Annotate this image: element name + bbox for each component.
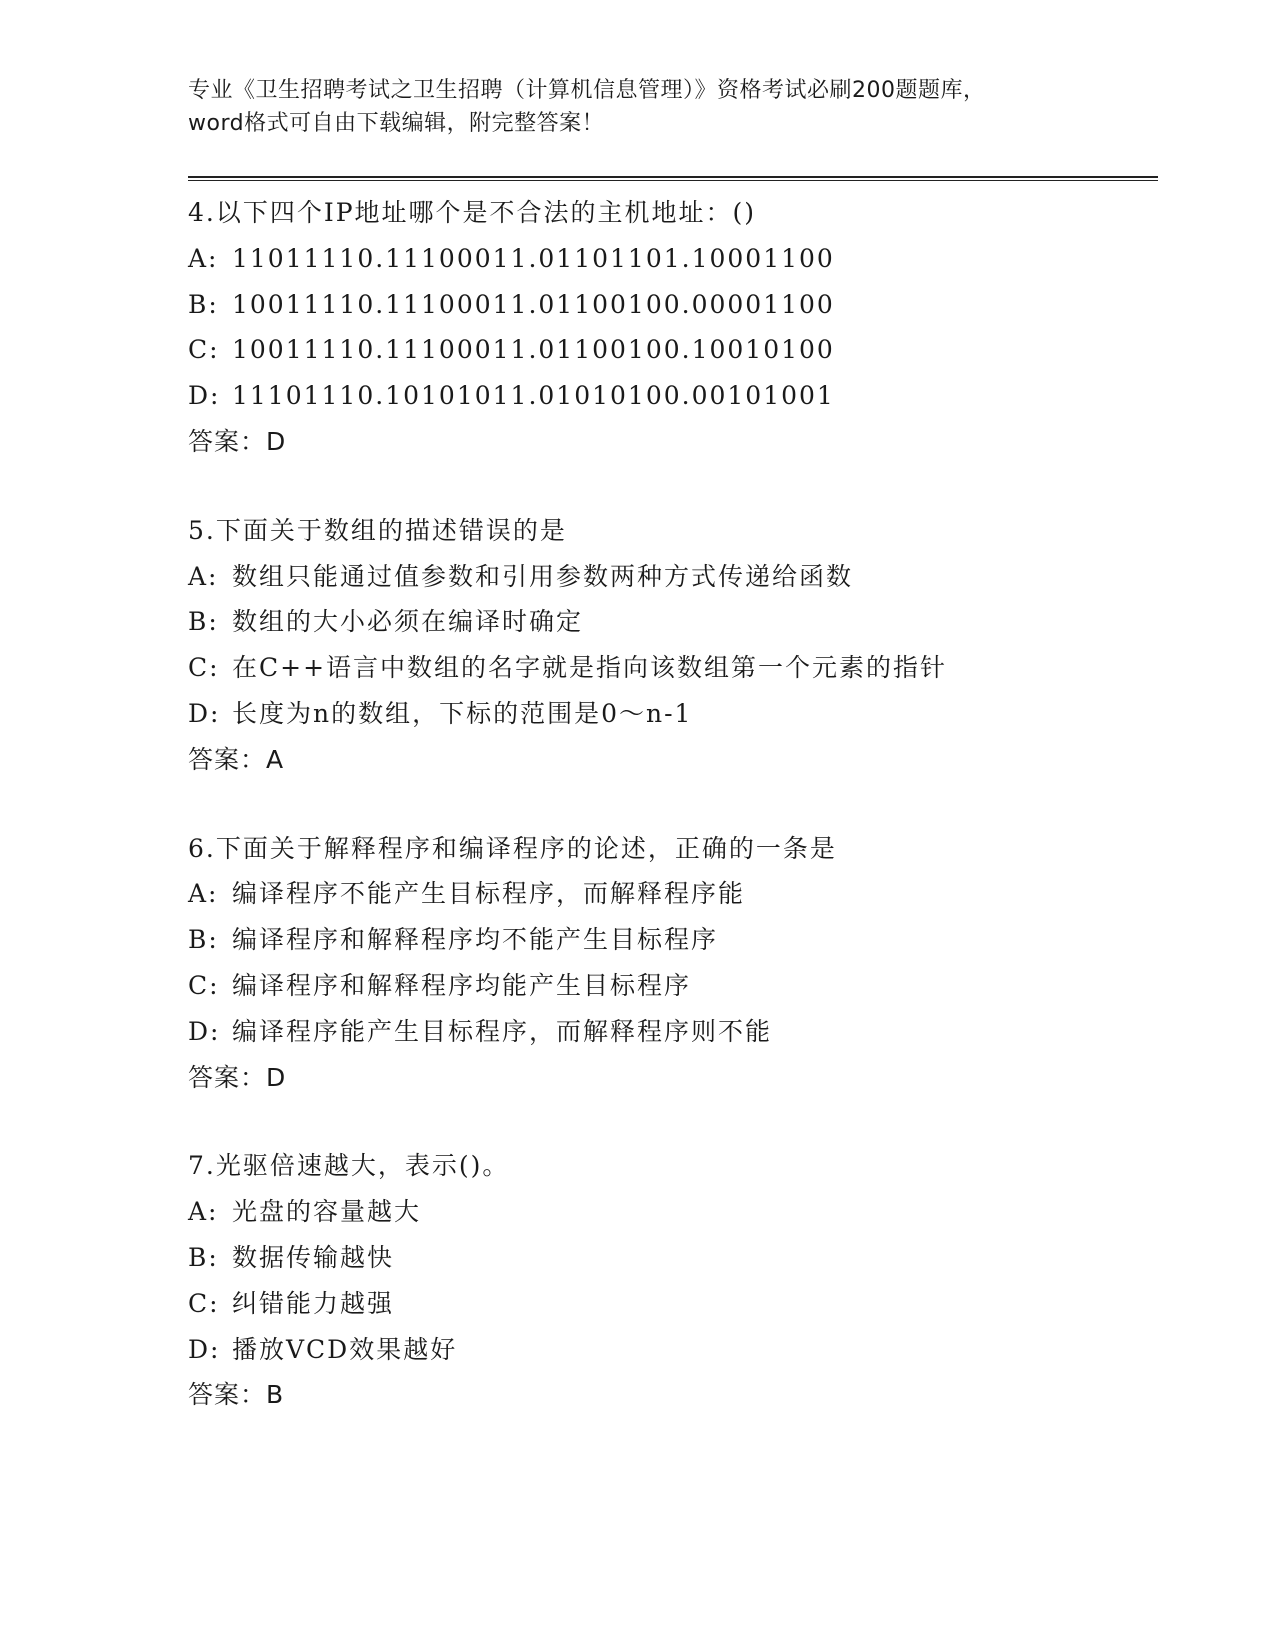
option-text: 数组的大小必须在编译时确定: [232, 607, 584, 637]
option-text: 编译程序能产生目标程序，而解释程序则不能: [232, 1016, 773, 1046]
option-text: 在C++语言中数组的名字就是指向该数组第一个元素的指针: [232, 653, 948, 683]
question-stem: 4.以下四个IP地址哪个是不合法的主机地址：(): [188, 198, 757, 227]
option-text: 数据传输越快: [232, 1242, 395, 1272]
option-b: [188, 917, 1188, 963]
option-text: 编译程序和解释程序均不能产生目标程序: [232, 925, 719, 955]
option-label: B:: [188, 1242, 219, 1272]
option-text: 10011110.11100011.01100100.00001100: [232, 289, 835, 319]
option-b: [188, 282, 1188, 328]
option-label: C:: [188, 653, 220, 683]
option-text: 编译程序和解释程序均能产生目标程序: [232, 970, 692, 1000]
option-label: B:: [188, 925, 219, 955]
question-list: [188, 190, 1188, 1461]
option-text: 11011110.11100011.01101101.10001100: [232, 243, 835, 273]
option-d: [188, 691, 1188, 737]
question-stem: 6.下面关于解释程序和编译程序的论述，正确的一条是: [188, 833, 837, 863]
question-stem: 5.下面关于数组的描述错误的是: [188, 515, 567, 545]
option-text: 编译程序不能产生目标程序，而解释程序能: [232, 879, 746, 909]
option-b: [188, 599, 1188, 645]
option-label: A:: [188, 879, 219, 909]
option-text: 11101110.10101011.01010100.00101001: [232, 381, 835, 411]
option-label: A:: [188, 243, 219, 273]
option-text: 播放VCD效果越好: [232, 1334, 458, 1364]
option-a: [188, 554, 1188, 600]
option-text: 数组只能通过值参数和引用参数两种方式传递给函数: [232, 561, 854, 591]
option-d: [188, 1009, 1188, 1055]
option-a: [188, 871, 1188, 917]
document-header: [188, 74, 1088, 140]
option-label: C:: [188, 1288, 220, 1318]
question-6: [188, 826, 1188, 1101]
option-label: D:: [188, 1016, 221, 1046]
option-c: [188, 963, 1188, 1009]
header-divider: [188, 176, 1158, 181]
option-d: [188, 373, 1188, 419]
answer-line: 答案：D: [188, 426, 287, 456]
option-label: A:: [188, 561, 219, 591]
option-label: C:: [188, 335, 220, 365]
question-7: [188, 1143, 1188, 1418]
option-b: [188, 1235, 1188, 1281]
option-c: [188, 645, 1188, 691]
option-d: [188, 1327, 1188, 1373]
option-text: 光盘的容量越大: [232, 1197, 422, 1227]
option-a: [188, 236, 1188, 282]
answer-line: 答案：B: [188, 1380, 285, 1410]
header-line-1: 专业《卫生招聘考试之卫生招聘（计算机信息管理）》资格考试必刷200题题库，: [188, 78, 986, 103]
option-label: D:: [188, 381, 221, 411]
question-stem: 7.光驱倍速越大，表示()。: [188, 1151, 510, 1181]
option-c: [188, 1281, 1188, 1327]
option-label: B:: [188, 607, 219, 637]
option-a: [188, 1189, 1188, 1235]
answer-line: 答案：D: [188, 1062, 287, 1092]
option-label: A:: [188, 1197, 219, 1227]
option-text: 10011110.11100011.01100100.10010100: [232, 335, 835, 365]
option-label: D:: [188, 1334, 221, 1364]
option-label: B:: [188, 289, 219, 319]
option-label: C:: [188, 970, 220, 1000]
header-line-2: word格式可自由下载编辑，附完整答案！: [188, 111, 605, 136]
answer-line: 答案：A: [188, 744, 285, 774]
option-c: [188, 327, 1188, 373]
option-text: 纠错能力越强: [232, 1288, 395, 1318]
question-4: [188, 190, 1188, 465]
question-5: [188, 508, 1188, 783]
option-label: D:: [188, 698, 221, 728]
option-text: 长度为n的数组，下标的范围是0～n-1: [232, 698, 693, 728]
